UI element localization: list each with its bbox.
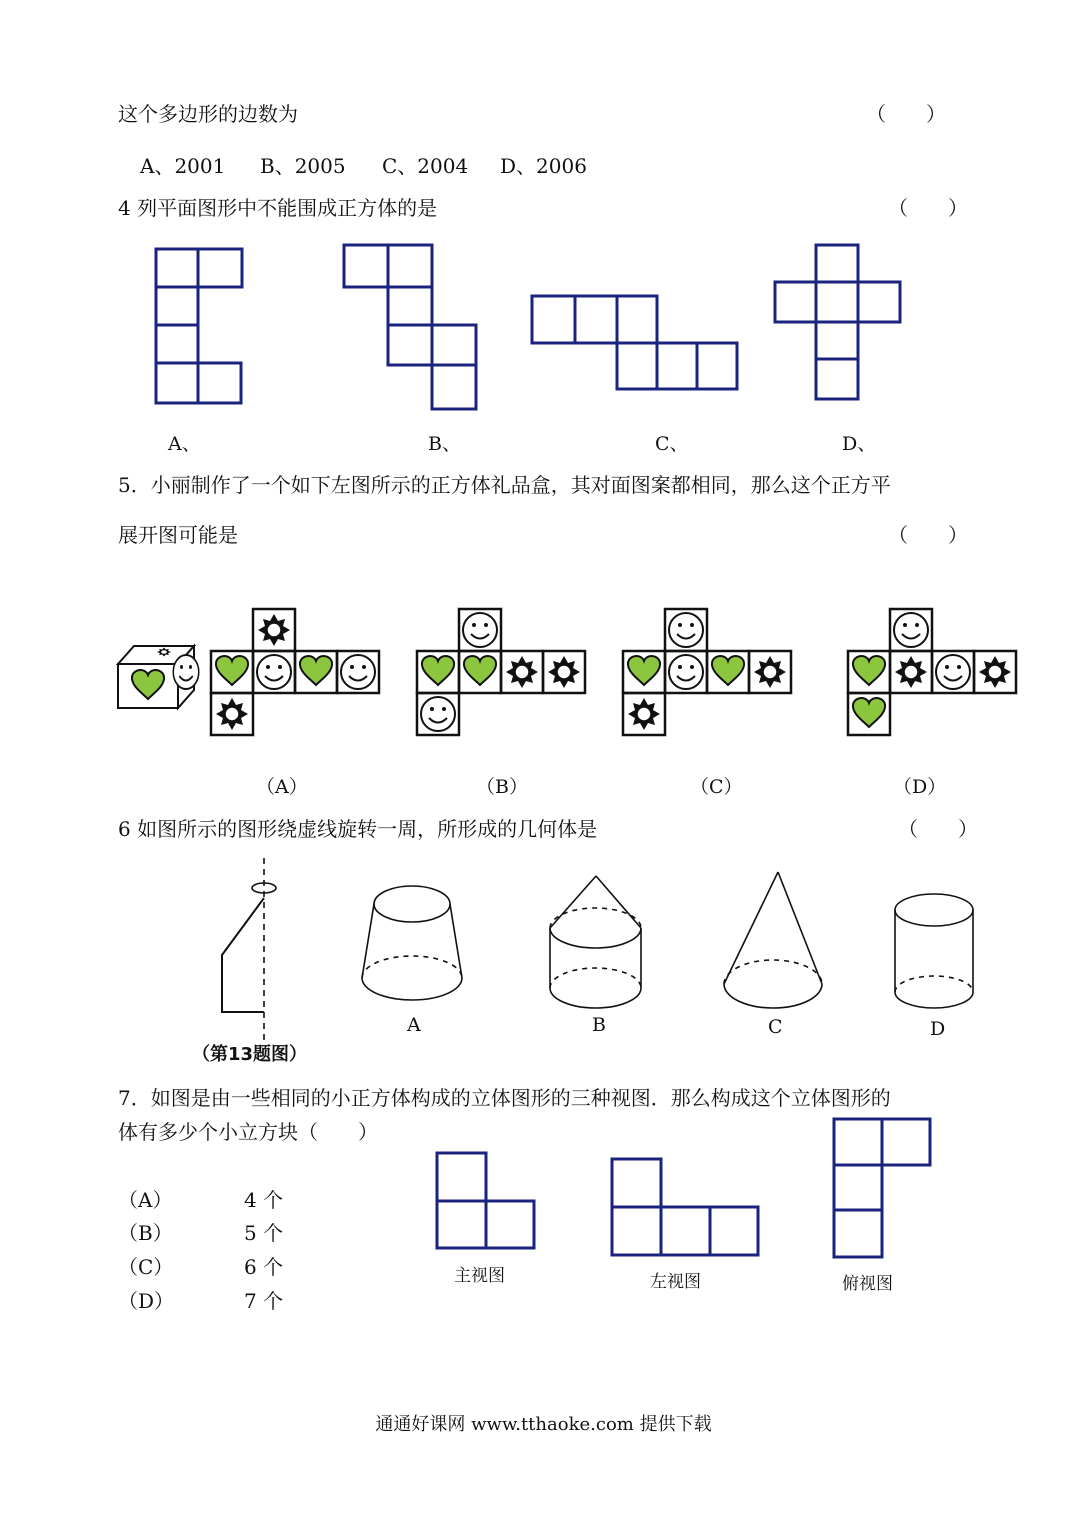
- q7-option-a-key: （A）: [118, 1188, 173, 1212]
- q6-label-c: C: [768, 1016, 783, 1038]
- q3-option-a: A、2001: [140, 154, 226, 178]
- q4-label-c: C、: [655, 433, 689, 455]
- q6-answer-paren: （ ）: [898, 817, 978, 841]
- page-footer: 通通好课网 www.tthaoke.com 提供下载: [375, 1414, 712, 1435]
- q5-label-d: （D）: [893, 776, 947, 798]
- q6-label-b: B: [592, 1014, 606, 1036]
- q7-option-c-value: 6 个: [244, 1255, 284, 1279]
- q3-option-c: C、2004: [382, 154, 469, 178]
- q3-option-b: B、2005: [260, 154, 346, 178]
- q6-label-a: A: [407, 1014, 421, 1036]
- q6-stem: 6 如图所示的图形绕虚线旋转一周，所形成的几何体是: [118, 817, 598, 841]
- q4-answer-paren: （ ）: [888, 196, 968, 220]
- q7-option-b-value: 5 个: [244, 1221, 284, 1245]
- q4-label-d: D、: [842, 433, 877, 455]
- q7-option-d-key: （D）: [118, 1289, 175, 1313]
- q7-top-view-label: 俯视图: [842, 1274, 893, 1294]
- q5-label-a: （A）: [256, 776, 308, 798]
- q3-stem: 这个多边形的边数为: [118, 102, 298, 126]
- q7-stem-line2: 体有多少个小立方块（ ）: [118, 1120, 378, 1144]
- q4-label-a: A、: [168, 433, 201, 455]
- q6-figure-caption: （第13题图）: [192, 1044, 308, 1065]
- q7-option-d-value: 7 个: [244, 1289, 284, 1313]
- q5-stem-line2: 展开图可能是: [118, 523, 238, 547]
- q6-label-d: D: [930, 1018, 946, 1040]
- q7-option-a-value: 4 个: [244, 1188, 284, 1212]
- q5-answer-paren: （ ）: [888, 523, 968, 547]
- q7-stem-line1: 7．如图是由一些相同的小正方体构成的立体图形的三种视图．那么构成这个立体图形的: [118, 1086, 891, 1110]
- q7-option-b-key: （B）: [118, 1221, 173, 1245]
- q5-label-b: （B）: [476, 776, 528, 798]
- q4-stem: 4 列平面图形中不能围成正方体的是: [118, 196, 438, 220]
- q3-option-d: D、2006: [500, 154, 587, 178]
- q7-front-view-label: 主视图: [454, 1266, 505, 1286]
- q5-stem-line1: 5．小丽制作了一个如下左图所示的正方体礼品盒，其对面图案都相同，那么这个正方平: [118, 473, 891, 497]
- q7-option-c-key: （C）: [118, 1255, 174, 1279]
- q3-answer-paren: （ ）: [866, 102, 946, 126]
- q7-left-view-label: 左视图: [650, 1272, 701, 1292]
- q5-label-c: （C）: [690, 776, 743, 798]
- q4-label-b: B、: [428, 433, 461, 455]
